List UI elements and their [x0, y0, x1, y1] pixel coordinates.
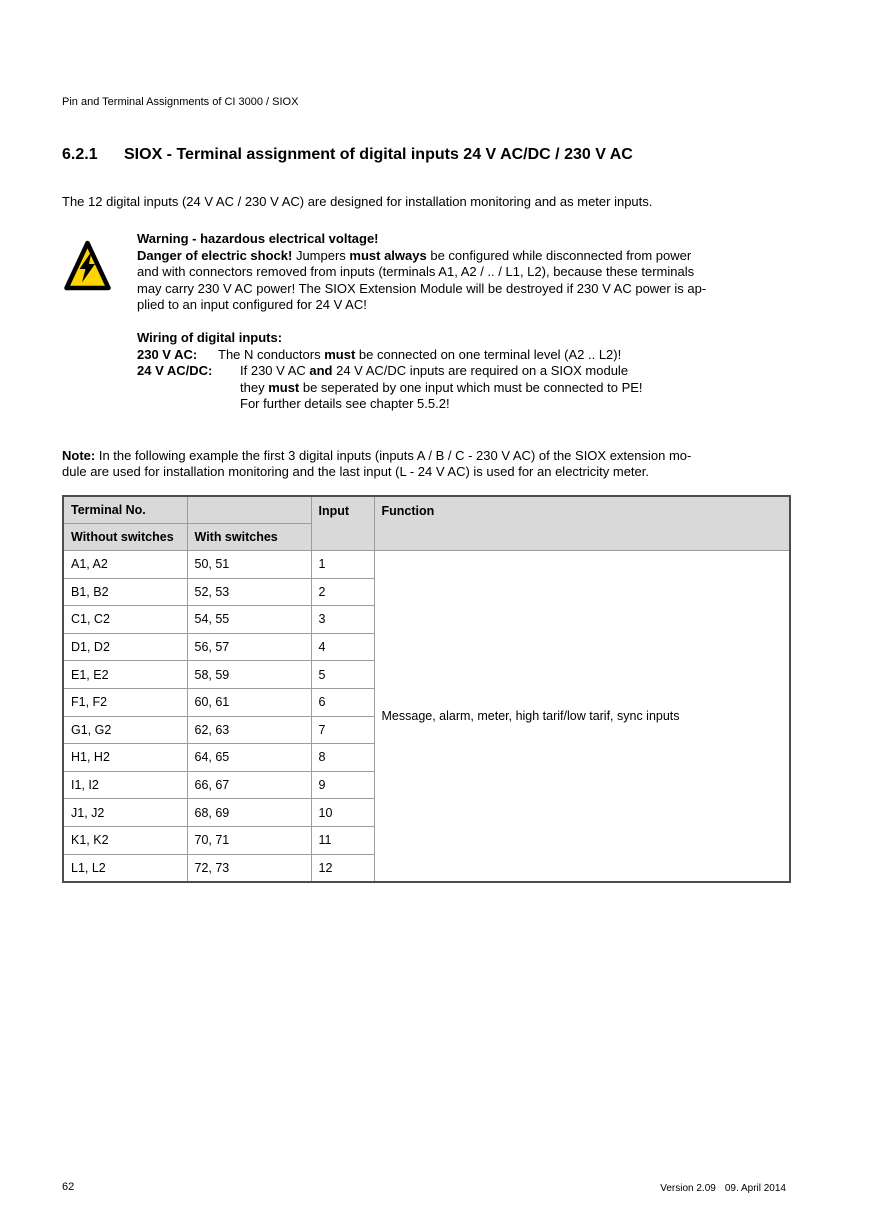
wiring-text-segment: be seperated by one input which must be connected to PE!: [299, 379, 643, 395]
header-with-switches: With switches: [187, 524, 311, 551]
warning-line: plied to an input configured for 24 V AC!: [137, 297, 367, 312]
high-voltage-warning-icon: [64, 239, 111, 292]
cell-input: 10: [311, 799, 374, 827]
header-empty-cell: [187, 496, 311, 524]
wiring-text-segment: be connected on one terminal level (A2 .. L2)!: [355, 346, 622, 362]
table-header-row-1: [63, 496, 790, 524]
cell-with: 66, 67: [187, 771, 311, 799]
cell-input: 2: [311, 578, 374, 606]
wiring-block: [137, 330, 643, 413]
cell-without: C1, C2: [63, 606, 187, 634]
wiring-text-segment: 24 V AC/DC inputs are required on a SIOX module: [332, 363, 629, 378]
wiring-emphasis: must: [324, 346, 356, 362]
wiring-text-segment: The N conductors: [218, 346, 325, 362]
cell-input: 5: [311, 661, 374, 689]
wiring-line-24vacdc: [137, 363, 643, 380]
warning-line: may carry 230 V AC power! The SIOX Extension Module will be destroyed if 230 V AC power is ap-: [137, 280, 707, 296]
cell-with: 70, 71: [187, 826, 311, 854]
cell-without: L1, L2: [63, 854, 187, 882]
wiring-emphasis: must: [268, 379, 300, 395]
cell-input: 4: [311, 633, 374, 661]
cell-without: K1, K2: [63, 826, 187, 854]
header-input: Input: [311, 496, 374, 551]
wiring-line-230vac: [137, 347, 643, 364]
cell-input: 6: [311, 688, 374, 716]
warning-emphasis: must always: [349, 247, 427, 263]
footer-date: 09. April 2014: [724, 1183, 786, 1194]
intro-paragraph: The 12 digital inputs (24 V AC / 230 V AC) are designed for installation monitoring and as meter inputs.: [62, 194, 653, 209]
terminal-table-container: [62, 495, 791, 883]
note-text-segment: In the following example the first 3 digital inputs (inputs A / B / C - 230 V AC) of the SIOX extension mo-: [95, 448, 692, 463]
wiring-label-230vac: 230 V AC:: [137, 346, 198, 362]
warning-text-segment: be configured while disconnected from power: [426, 247, 692, 263]
cell-input: 1: [311, 551, 374, 579]
cell-input: 3: [311, 606, 374, 634]
wiring-label-24vacdc: 24 V AC/DC:: [137, 363, 213, 378]
wiring-line-continuation: [137, 380, 643, 397]
cell-with: 60, 61: [187, 688, 311, 716]
wiring-text-segment: they: [240, 379, 269, 395]
cell-without: J1, J2: [63, 799, 187, 827]
footer-page-number: 62: [62, 1181, 75, 1193]
cell-without: H1, H2: [63, 744, 187, 772]
wiring-emphasis: and: [309, 363, 333, 378]
wiring-line-details: For further details see chapter 5.5.2!: [240, 396, 450, 411]
warning-line: and with connectors removed from inputs (terminals A1, A2 / .. / L1, L2), because these terminals: [137, 264, 695, 279]
cell-function: Message, alarm, meter, high tarif/low tarif, sync inputs: [374, 551, 790, 883]
wiring-text-segment: If 230 V AC: [240, 363, 310, 378]
cell-without: B1, B2: [63, 578, 187, 606]
running-header: Pin and Terminal Assignments of CI 3000 / SIOX: [62, 96, 299, 108]
header-without-switches: Without switches: [63, 524, 187, 551]
cell-with: 68, 69: [187, 799, 311, 827]
footer-version-info: [660, 1183, 786, 1194]
cell-without: I1, I2: [63, 771, 187, 799]
note-label: Note:: [62, 448, 96, 463]
section-heading: [62, 146, 633, 164]
cell-with: 54, 55: [187, 606, 311, 634]
cell-input: 9: [311, 771, 374, 799]
cell-without: G1, G2: [63, 716, 187, 744]
warning-block: [137, 231, 706, 314]
cell-input: 7: [311, 716, 374, 744]
wiring-heading: Wiring of digital inputs:: [137, 330, 283, 345]
note-paragraph: [62, 448, 691, 480]
cell-with: 58, 59: [187, 661, 311, 689]
cell-without: D1, D2: [63, 633, 187, 661]
cell-with: 52, 53: [187, 578, 311, 606]
warning-title: Warning - hazardous electrical voltage!: [137, 231, 379, 246]
cell-without: A1, A2: [63, 551, 187, 579]
cell-with: 72, 73: [187, 854, 311, 882]
cell-without: F1, F2: [63, 688, 187, 716]
section-number: 6.2.1: [62, 146, 98, 163]
cell-input: 11: [311, 826, 374, 854]
cell-with: 56, 57: [187, 633, 311, 661]
warning-emphasis: Danger of electric shock!: [137, 247, 293, 263]
cell-with: 64, 65: [187, 744, 311, 772]
note-line: [62, 448, 691, 464]
footer-version-label: Version 2.09: [660, 1183, 716, 1194]
cell-with: 62, 63: [187, 716, 311, 744]
section-title: SIOX - Terminal assignment of digital inputs 24 V AC/DC / 230 V AC: [124, 146, 633, 163]
warning-line: [137, 248, 706, 265]
cell-with: 50, 51: [187, 551, 311, 579]
header-function: Function: [374, 496, 790, 551]
cell-input: 8: [311, 744, 374, 772]
terminal-assignment-table: [62, 495, 791, 883]
table-row: [63, 551, 790, 579]
cell-without: E1, E2: [63, 661, 187, 689]
note-line: dule are used for installation monitoring and the last input (L - 24 V AC) is used for an electricity meter.: [62, 464, 649, 480]
cell-input: 12: [311, 854, 374, 882]
header-terminal-no: Terminal No.: [63, 496, 187, 524]
warning-text-segment: Jumpers: [292, 247, 350, 263]
